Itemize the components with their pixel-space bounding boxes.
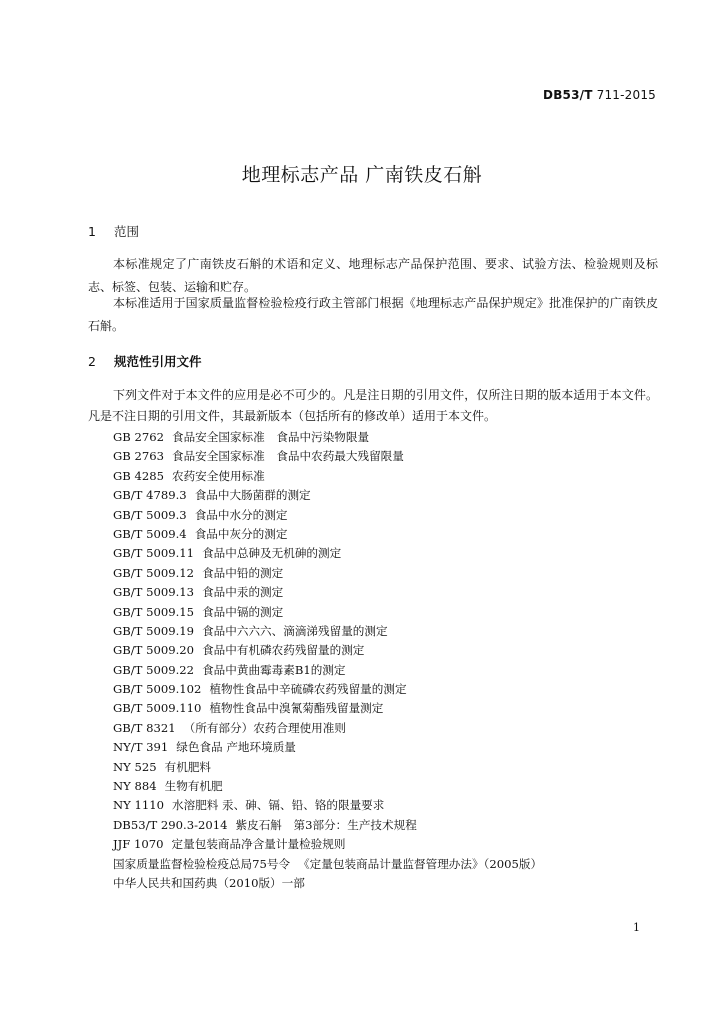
document-code <box>543 88 656 102</box>
reference-item <box>113 564 542 583</box>
section-1-heading <box>88 222 139 240</box>
reference-title: 生物有机肥 <box>164 779 223 794</box>
reference-code: GB/T 4789.3 <box>113 488 187 503</box>
reference-code: GB/T 5009.3 <box>113 507 187 522</box>
reference-title: 植物性食品中辛硫磷农药残留量的测定 <box>209 682 407 697</box>
reference-title: 食品中有机磷农药残留量的测定 <box>202 643 365 658</box>
reference-item <box>113 719 542 738</box>
reference-title: 植物性食品中溴氰菊酯残留量测定 <box>209 701 384 716</box>
reference-item <box>113 874 542 893</box>
reference-code: GB 2762 <box>113 430 164 444</box>
reference-title: 食品安全国家标准 食品中农药最大残留限量 <box>171 449 404 464</box>
reference-code: 中华人民共和国药典（2010版）一部 <box>113 875 305 890</box>
reference-title: 食品中水分的测定 <box>194 507 288 522</box>
reference-code: NY 1110 <box>113 798 164 813</box>
reference-title: 紫皮石斛 第3部分：生产技术规程 <box>235 817 417 832</box>
reference-item <box>113 738 542 757</box>
reference-list <box>113 428 542 893</box>
reference-item <box>113 525 542 544</box>
reference-item <box>113 428 542 447</box>
reference-code: DB53/T 290.3-2014 <box>113 817 228 832</box>
reference-code: NY 525 <box>113 759 157 774</box>
reference-item <box>113 486 542 505</box>
reference-code: GB/T 5009.22 <box>113 662 195 677</box>
reference-title: 定量包装商品净含量计量检验规则 <box>171 837 346 852</box>
reference-code: GB/T 5009.15 <box>113 604 195 619</box>
reference-item <box>113 816 542 835</box>
reference-item <box>113 835 542 854</box>
reference-item <box>113 447 542 466</box>
document-code-number: 711-2015 <box>596 88 656 102</box>
reference-title: 食品安全国家标准 食品中污染物限量 <box>171 430 370 444</box>
reference-title: （所有部分）农药合理使用准则 <box>183 720 346 735</box>
reference-item <box>113 467 542 486</box>
reference-item <box>113 603 542 622</box>
section-1-paragraph-1: 本标准规定了广南铁皮石斛的术语和定义、地理标志产品保护范围、要求、试验方法、检验规则及标志、标签、包装、运输和贮存。 <box>88 257 658 294</box>
reference-title: 农药安全使用标准 <box>171 468 265 483</box>
reference-code: GB/T 5009.19 <box>113 623 195 638</box>
reference-title: 有机肥料 <box>164 759 212 774</box>
reference-item <box>113 777 542 796</box>
reference-code: GB 2763 <box>113 449 164 464</box>
reference-code: GB 4285 <box>113 468 164 483</box>
section-1-title: 范围 <box>114 224 140 239</box>
reference-code: GB/T 5009.11 <box>113 546 195 561</box>
reference-code: GB/T 5009.13 <box>113 585 195 600</box>
reference-title: 绿色食品 产地环境质量 <box>176 740 296 755</box>
reference-title: 《定量包装商品计量监督管理办法》（2005版） <box>298 856 543 871</box>
reference-title: 食品中铅的测定 <box>202 565 284 580</box>
reference-item <box>113 699 542 718</box>
section-1-number: 1 <box>88 224 96 239</box>
reference-code: GB/T 5009.4 <box>113 526 187 541</box>
section-2-intro: 下列文件对于本文件的应用是必不可少的。凡是注日期的引用文件，仅所注日期的版本适用于本文件。凡是不注日期的引用文件，其最新版本（包括所有的修改单）适用于本文件。 <box>88 388 658 423</box>
section-2-title: 规范性引用文件 <box>114 354 202 369</box>
reference-title: 食品中总砷及无机砷的测定 <box>202 546 342 561</box>
section-1-paragraph-2: 本标准适用于国家质量监督检验检疫行政主管部门根据《地理标志产品保护规定》批准保护的广南铁皮石斛。 <box>88 296 658 333</box>
reference-title: 食品中黄曲霉毒素B1的测定 <box>202 662 346 677</box>
reference-title: 食品中大肠菌群的测定 <box>194 488 311 503</box>
document-code-prefix: DB53/T <box>543 88 593 102</box>
reference-item <box>113 796 542 815</box>
reference-item <box>113 855 542 874</box>
reference-title: 食品中汞的测定 <box>202 585 284 600</box>
reference-title: 水溶肥料 汞、砷、镉、铅、铬的限量要求 <box>172 798 385 813</box>
reference-code: GB/T 5009.102 <box>113 682 202 697</box>
section-2-number: 2 <box>88 354 96 369</box>
reference-item <box>113 583 542 602</box>
reference-code: 国家质量监督检验检疫总局75号令 <box>113 856 291 871</box>
reference-title: 食品中镉的测定 <box>202 604 284 619</box>
reference-item <box>113 661 542 680</box>
reference-code: JJF 1070 <box>113 837 164 852</box>
reference-title: 食品中灰分的测定 <box>194 526 288 541</box>
reference-item <box>113 622 542 641</box>
reference-item <box>113 680 542 699</box>
reference-title: 食品中六六六、滴滴涕残留量的测定 <box>202 623 388 638</box>
reference-code: NY/T 391 <box>113 740 169 755</box>
reference-code: GB/T 5009.20 <box>113 643 195 658</box>
section-2-heading <box>88 352 202 370</box>
reference-code: NY 884 <box>113 779 157 794</box>
page-number: 1 <box>633 921 640 934</box>
reference-code: GB/T 8321 <box>113 720 176 735</box>
reference-item <box>113 758 542 777</box>
reference-item <box>113 506 542 525</box>
reference-item <box>113 544 542 563</box>
document-title: 地理标志产品 广南铁皮石斛 <box>241 164 483 186</box>
reference-item <box>113 641 542 660</box>
reference-code: GB/T 5009.110 <box>113 701 202 716</box>
reference-code: GB/T 5009.12 <box>113 565 195 580</box>
